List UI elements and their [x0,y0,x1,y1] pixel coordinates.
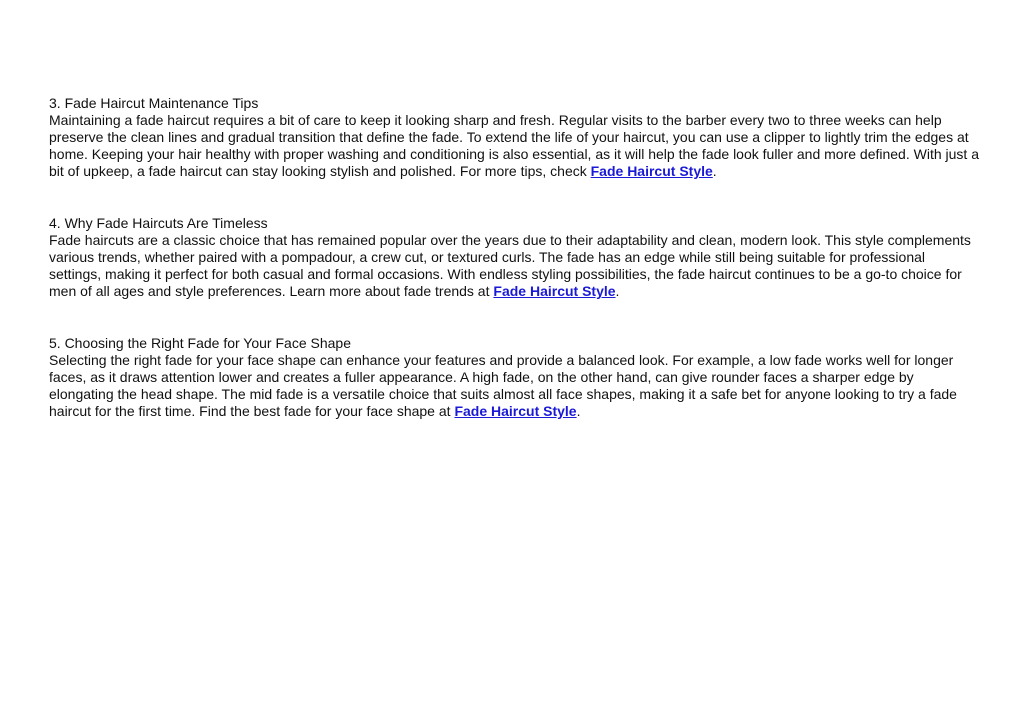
section-heading: 5. Choosing the Right Fade for Your Face Shape [49,335,351,351]
paragraph-tail: . [712,163,717,179]
fade-haircut-style-link[interactable]: Fade Haircut Style [493,283,616,299]
fade-haircut-style-link[interactable]: Fade Haircut Style [590,163,713,179]
section-paragraph [49,232,979,300]
paragraph-text: Maintaining a fade haircut requires a bit of care to keep it looking sharp and fresh. Regular visits to the barber every two to three weeks can help preserve the clean lines and gradual transition that define the fade. To extend the life of your haircut, you can use a clipper to lightly trim the edges at home. Keeping your hair healthy with proper washing and conditioning is also essential, as it will help the fade look fuller and more defined. With just a bit of upkeep, a fade haircut can stay looking stylish and polished. For more tips, check [49,112,979,179]
fade-haircut-style-link[interactable]: Fade Haircut Style [454,403,577,419]
paragraph-text: Fade haircuts are a classic choice that has remained popular over the years due to their adaptability and clean, modern look. This style complements various trends, whether paired with a pompadour, a crew cut, or textured curls. The fade has an edge while still being suitable for professional settings, making it perfect for both casual and formal occasions. With endless styling possibilities, the fade haircut continues to be a go-to choice for men of all ages and style preferences. Learn more about fade trends at [49,232,971,299]
section-paragraph [49,352,979,420]
section-maintenance-tips [49,95,979,180]
section-face-shape [49,335,979,420]
section-heading: 3. Fade Haircut Maintenance Tips [49,95,259,111]
paragraph-tail: . [615,283,620,299]
paragraph-text: Selecting the right fade for your face shape can enhance your features and provide a balanced look. For example, a low fade works well for longer faces, as it draws attention lower and creates a fuller appearance. A high fade, on the other hand, can give rounder faces a sharper edge by elongating the head shape. The mid fade is a versatile choice that suits almost all face shapes, making it a safe bet for anyone looking to try a fade haircut for the first time. Find the best fade for your face shape at [49,352,957,419]
paragraph-tail: . [576,403,581,419]
section-why-timeless [49,215,979,300]
section-heading: 4. Why Fade Haircuts Are Timeless [49,215,268,231]
section-paragraph [49,112,979,180]
document-page [49,95,979,455]
